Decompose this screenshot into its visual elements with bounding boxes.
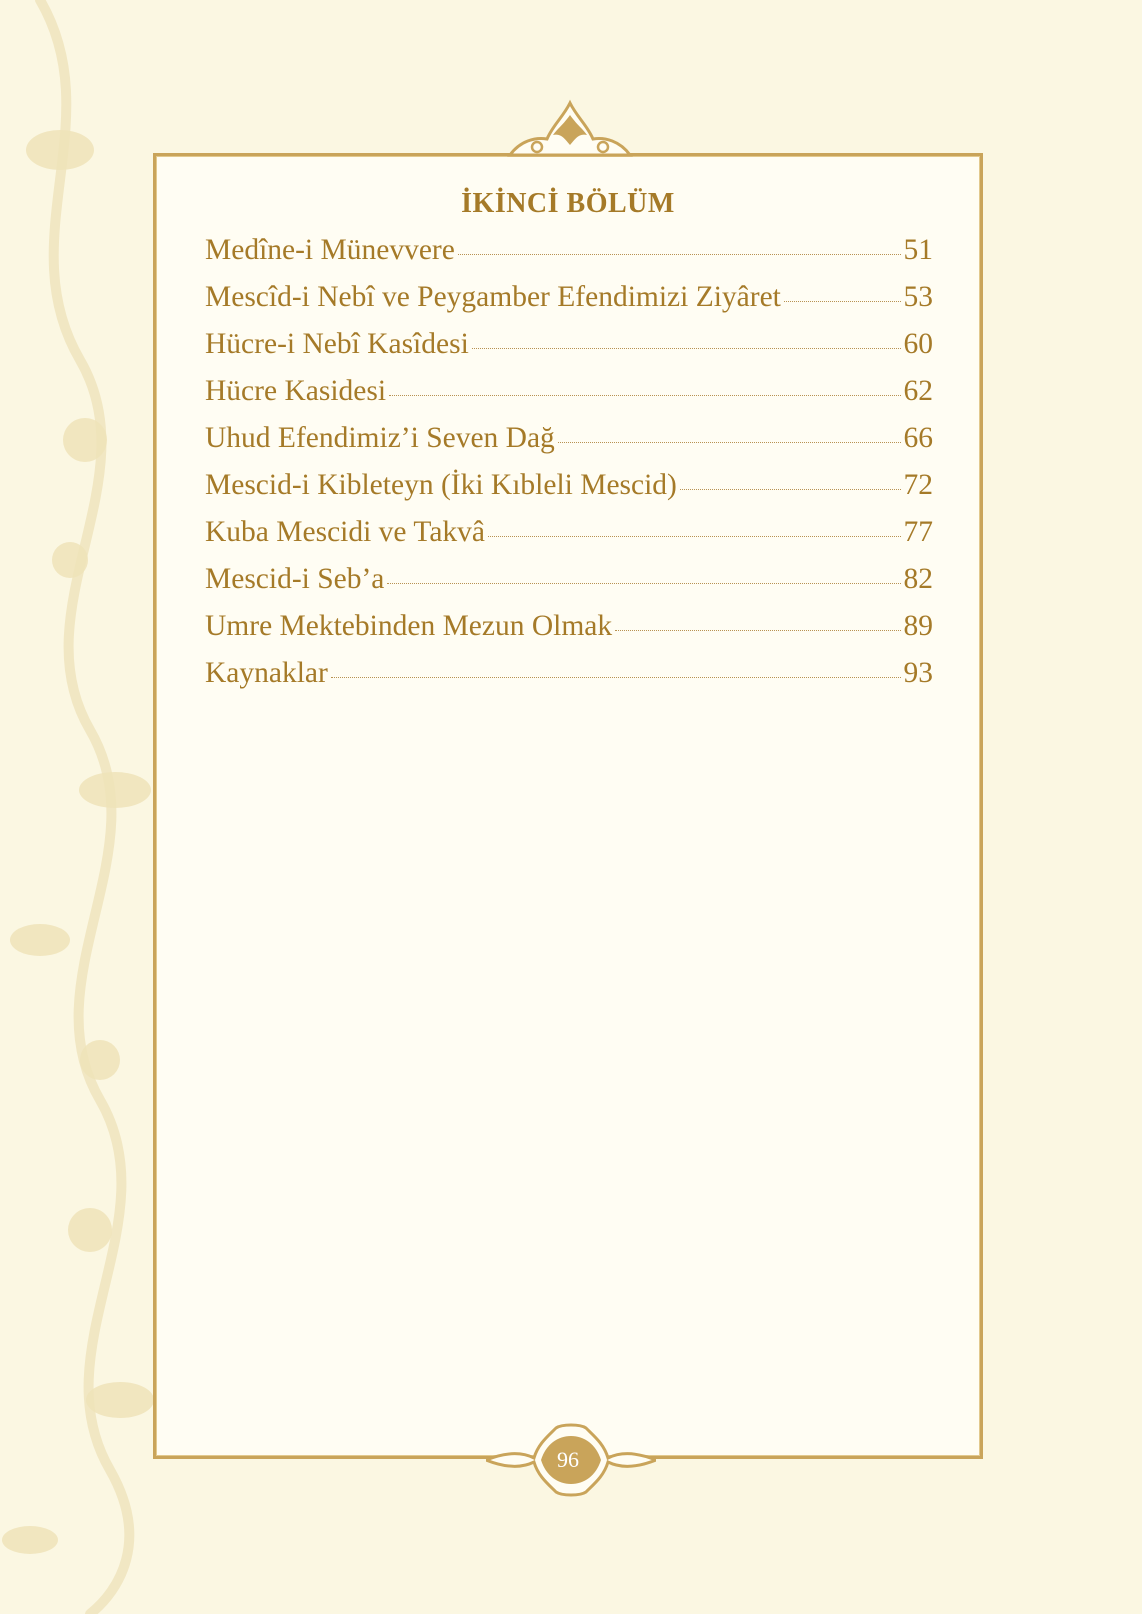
toc-entry-title: Mescid-i Kibleteyn (İki Kıbleli Mescid) — [205, 469, 677, 501]
dot-leader — [458, 254, 901, 255]
dot-leader — [784, 301, 901, 302]
top-ornament-icon — [505, 95, 635, 157]
toc-entry-title: Uhud Efendimiz’i Seven Dağ — [205, 422, 555, 454]
toc-entry[interactable] — [205, 281, 933, 328]
toc-entry[interactable] — [205, 469, 933, 516]
table-of-contents — [205, 234, 933, 704]
section-title: İKİNCİ BÖLÜM — [461, 188, 675, 219]
toc-entry-page: 60 — [903, 328, 933, 360]
toc-entry[interactable] — [205, 375, 933, 422]
toc-entry-page: 82 — [903, 563, 933, 595]
toc-entry-title: Medîne-i Münevvere — [205, 234, 455, 266]
toc-entry[interactable] — [205, 657, 933, 704]
toc-entry-page: 53 — [903, 281, 933, 313]
toc-entry-title: Hücre-i Nebî Kasîdesi — [205, 328, 469, 360]
toc-entry[interactable] — [205, 422, 933, 469]
toc-entry[interactable] — [205, 610, 933, 657]
toc-entry[interactable] — [205, 563, 933, 610]
dot-leader — [387, 583, 900, 584]
toc-entry-title: Mescid-i Seb’a — [205, 563, 385, 595]
dot-leader — [488, 536, 900, 537]
toc-entry-page: 93 — [903, 657, 933, 689]
toc-entry-page: 66 — [903, 422, 933, 454]
toc-entry-page: 51 — [903, 234, 933, 266]
toc-entry-title: Hücre Kasidesi — [205, 375, 387, 407]
toc-entry-title: Mescîd-i Nebî ve Peygamber Efendimizi Ziyâret — [205, 281, 781, 313]
toc-entry-title: Umre Mektebinden Mezun Olmak — [205, 610, 613, 642]
toc-entry-title: Kuba Mescidi ve Takvâ — [205, 516, 486, 548]
toc-entry-title: Kaynaklar — [205, 657, 328, 689]
toc-entry[interactable] — [205, 234, 933, 281]
toc-entry-page: 77 — [903, 516, 933, 548]
toc-entry[interactable] — [205, 328, 933, 375]
toc-entry-page: 72 — [903, 469, 933, 501]
dot-leader — [331, 677, 901, 678]
dot-leader — [680, 489, 901, 490]
toc-entry-page: 89 — [903, 610, 933, 642]
page-number: 96 — [557, 1447, 579, 1472]
toc-entry-page: 62 — [903, 375, 933, 407]
dot-leader — [389, 395, 900, 396]
dot-leader — [472, 348, 901, 349]
dot-leader — [615, 630, 900, 631]
dot-leader — [558, 442, 901, 443]
toc-entry[interactable] — [205, 516, 933, 563]
